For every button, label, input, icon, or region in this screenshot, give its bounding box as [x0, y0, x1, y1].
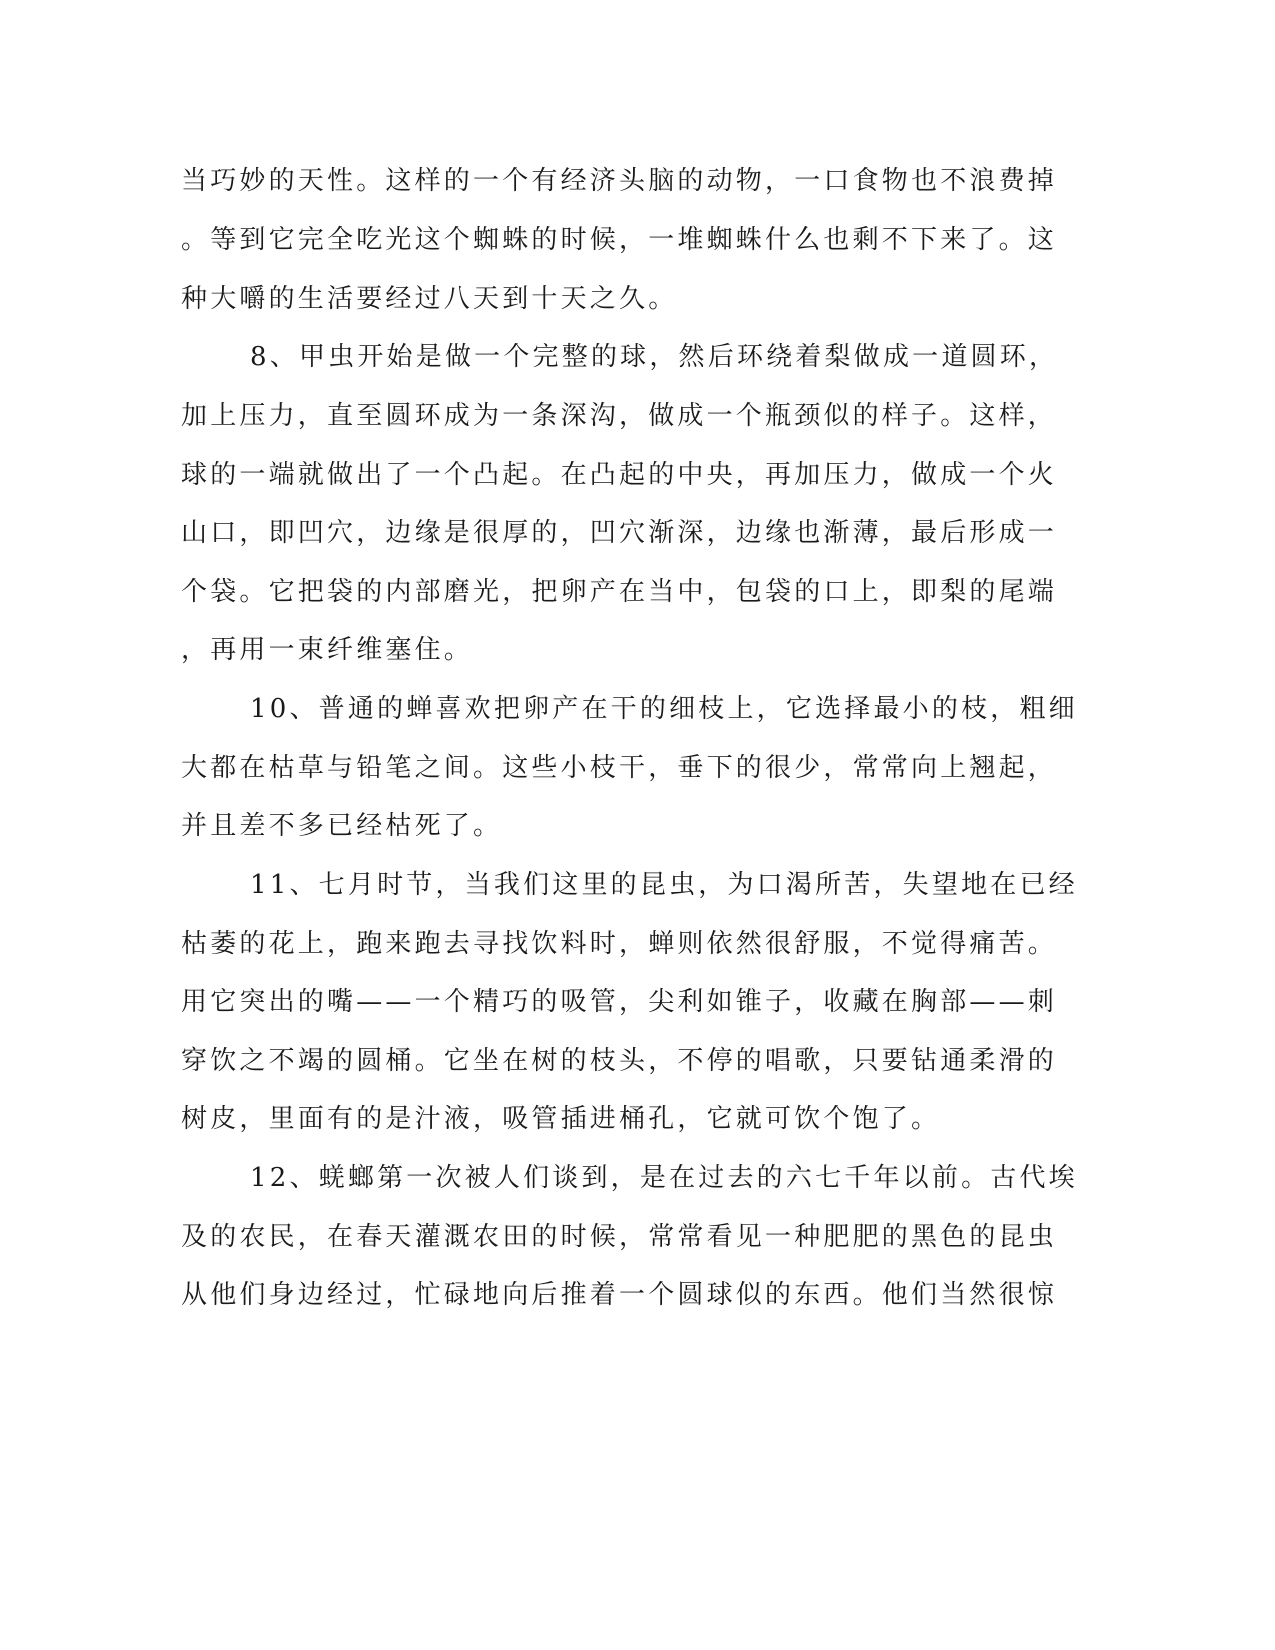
text-line: 加上压力，直至圆环成为一条深沟，做成一个瓶颈似的样子。这样， — [181, 401, 1058, 431]
paragraph-start-line: 12、蜣螂第一次被人们谈到，是在过去的六七千年以前。古代埃 — [250, 1163, 1078, 1193]
paragraph-start-line: 8、甲虫开始是做一个完整的球，然后环绕着梨做成一道圆环， — [250, 342, 1059, 372]
text-line: 当巧妙的天性。这样的一个有经济头脑的动物，一口食物也不浪费掉 — [181, 166, 1058, 196]
text-line: 山口，即凹穴，边缘是很厚的，凹穴渐深，边缘也渐薄，最后形成一 — [181, 518, 1058, 548]
text-line: 用它突出的嘴——一个精巧的吸管，尖利如锥子，收藏在胸部——刺 — [181, 987, 1058, 1017]
text-line: 枯萎的花上，跑来跑去寻找饮料时，蝉则依然很舒服，不觉得痛苦。 — [181, 929, 1058, 959]
text-line: 种大嚼的生活要经过八天到十天之久。 — [181, 284, 678, 314]
text-line: 穿饮之不竭的圆桶。它坐在树的枝头，不停的唱歌，只要钻通柔滑的 — [181, 1046, 1058, 1076]
text-line: 及的农民，在春天灌溉农田的时候，常常看见一种肥肥的黑色的昆虫 — [181, 1222, 1058, 1252]
text-line: 并且差不多已经枯死了。 — [181, 811, 503, 841]
text-line: ，再用一束纤维塞住。 — [181, 635, 474, 665]
paragraph-start-line: 10、普通的蝉喜欢把卵产在干的细枝上，它选择最小的枝，粗细 — [250, 694, 1078, 724]
text-line: 个袋。它把袋的内部磨光，把卵产在当中，包袋的口上，即梨的尾端 — [181, 577, 1058, 607]
text-line: 。等到它完全吃光这个蜘蛛的时候，一堆蜘蛛什么也剩不下来了。这 — [181, 225, 1058, 255]
text-line: 从他们身边经过，忙碌地向后推着一个圆球似的东西。他们当然很惊 — [181, 1280, 1058, 1310]
text-line: 树皮，里面有的是汁液，吸管插进桶孔，它就可饮个饱了。 — [181, 1104, 941, 1134]
text-line: 球的一端就做出了一个凸起。在凸起的中央，再加压力，做成一个火 — [181, 460, 1058, 490]
text-line: 大都在枯草与铅笔之间。这些小枝干，垂下的很少，常常向上翘起， — [181, 753, 1058, 783]
paragraph-start-line: 11、七月时节，当我们这里的昆虫，为口渴所苦，失望地在已经 — [250, 870, 1078, 900]
